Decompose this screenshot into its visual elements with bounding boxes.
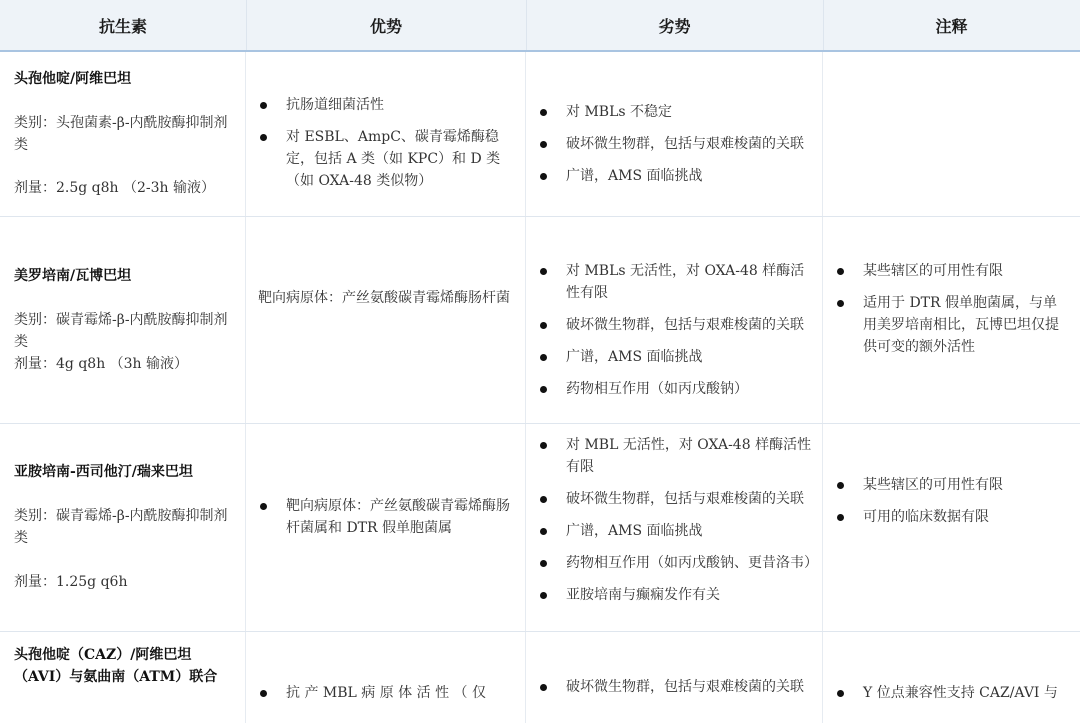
advantages-cell [246,52,526,216]
list-item: 对 MBL 无活性，对 OXA-48 样酶活性有限 [538,434,812,478]
disadvantages-list [538,260,812,400]
antibiotic-cell [0,217,246,423]
notes-cell [823,217,1080,423]
drug-dose: 剂量：1.25g q6h [14,574,128,590]
notes-list [835,474,1070,528]
list-item: 抗肠道细菌活性 [258,94,513,116]
advantages-list [258,495,513,539]
advantages-list [258,94,513,192]
header-notes: 注释 [935,16,968,36]
list-item: 广谱，AMS 面临挑战 [538,520,812,542]
advantages-list [258,682,513,704]
list-item: 亚胺培南与癫痫发作有关 [538,584,812,606]
table-header [0,0,1080,52]
list-item: 破坏微生物群，包括与艰难梭菌的关联 [538,133,812,155]
drug-class: 类别：碳青霉烯-β-内酰胺酶抑制剂类 [14,508,228,546]
table-row [0,632,1080,723]
advantages-cell [246,424,526,631]
list-item: 某些辖区的可用性有限 [835,260,1070,282]
disadvantages-cell [526,424,823,631]
list-item: 对 ESBL、AmpC、碳青霉烯酶稳定，包括 A 类（如 KPC）和 D 类（如 OXA-48 类似物） [258,126,513,192]
drug-dose: 剂量：2.5g q8h （2-3h 输液） [14,180,216,196]
disadvantages-cell [526,52,823,216]
header-disadvantages: 劣势 [526,0,824,50]
list-item: 破坏微生物群，包括与艰难梭菌的关联 [538,314,812,336]
notes-cell [823,424,1080,631]
list-item: 药物相互作用（如丙戊酸钠） [538,378,812,400]
notes-cell [823,52,1080,216]
list-item: 对 MBLs 不稳定 [538,101,812,123]
list-item: 靶向病原体：产丝氨酸碳青霉烯酶肠杆菌属和 DTR 假单胞菌属 [258,495,513,539]
table-row [0,217,1080,424]
drug-class: 类别：头孢菌素-β-内酰胺酶抑制剂类 [14,115,228,153]
table-row [0,52,1080,217]
list-item: 某些辖区的可用性有限 [835,474,1070,496]
notes-list [835,260,1070,358]
header-antibiotic: 抗生素 [0,0,247,50]
list-item: 破坏微生物群，包括与艰难梭菌的关联 [538,676,812,698]
list-item: 可用的临床数据有限 [835,506,1070,528]
advantages-cell [246,632,526,723]
header-advantages: 优势 [246,0,527,50]
notes-cell [823,632,1080,723]
list-item: 适用于 DTR 假单胞菌属，与单用美罗培南相比，瓦博巴坦仅提供可变的额外活性 [835,292,1070,358]
disadvantages-list [538,434,818,606]
drug-class: 类别：碳青霉烯-β-内酰胺酶抑制剂类 [14,312,228,350]
disadvantages-cell [526,217,823,423]
drug-dose: 剂量：4g q8h （3h 输液） [14,356,189,372]
list-item: 破坏微生物群，包括与艰难梭菌的关联 [538,488,812,510]
antibiotic-cell [0,52,246,216]
advantage-text: 靶向病原体：产丝氨酸碳青霉烯酶肠杆菌 [258,290,510,306]
list-item: Y 位点兼容性支持 CAZ/AVI 与 [835,682,1070,704]
drug-name: 头孢他啶（CAZ）/阿维巴坦（AVI）与氨曲南（ATM）联合 [14,647,218,685]
disadvantages-list [538,676,812,698]
notes-list [835,682,1070,704]
drug-name: 美罗培南/瓦博巴坦 [14,268,132,284]
antibiotic-cell [0,424,246,631]
list-item: 广谱，AMS 面临挑战 [538,165,812,187]
list-item: 药物相互作用（如丙戊酸钠、更昔洛韦） [538,552,812,574]
table-row [0,424,1080,632]
disadvantages-cell [526,632,823,723]
antibiotic-cell [0,632,246,723]
list-item: 对 MBLs 无活性，对 OXA-48 样酶活性有限 [538,260,812,304]
list-item: 广谱，AMS 面临挑战 [538,346,812,368]
advantages-cell [246,217,526,423]
disadvantages-list [538,101,812,187]
drug-name: 亚胺培南-西司他汀/瑞来巴坦 [14,464,193,480]
drug-name: 头孢他啶/阿维巴坦 [14,71,132,87]
list-item: 抗 产 MBL 病 原 体 活 性 （ 仅 [258,682,513,704]
